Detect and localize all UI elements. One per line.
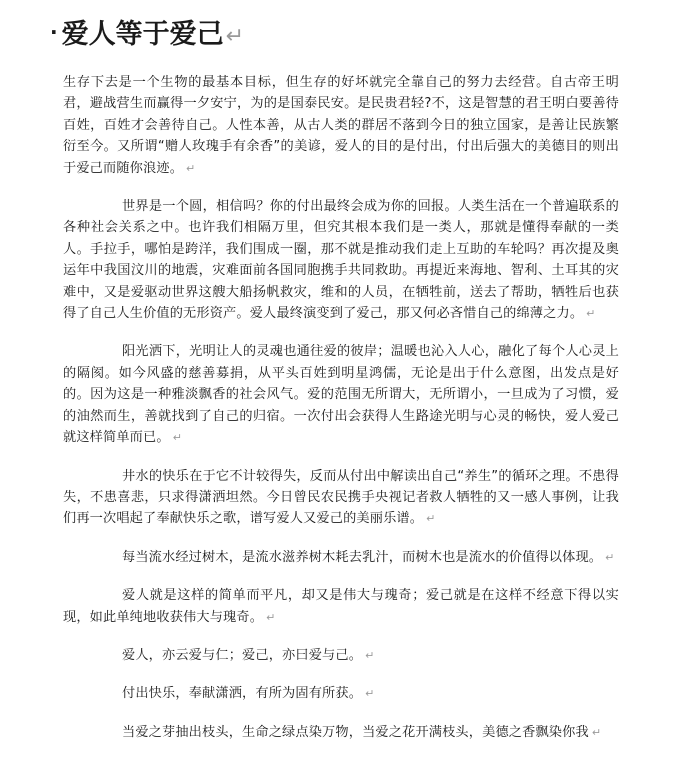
- paragraph-mark-icon: ↵: [266, 610, 276, 624]
- paragraph-2: [63, 196, 619, 324]
- paragraph-mark-icon: ↵: [172, 431, 183, 445]
- paragraph-4: [63, 466, 619, 530]
- paragraph-5: [63, 547, 619, 568]
- paragraph-text: 爱人，亦云爱与仁；爱己，亦曰爱与己。: [122, 647, 363, 663]
- paragraph-9: [63, 722, 619, 743]
- paragraph-text: 当爱之芽抽出枝头，生命之绿点染万物，当爱之花开满枝头，美德之香飘染你我: [122, 724, 589, 740]
- paragraph-mark-icon: ↵: [591, 725, 602, 739]
- paragraph-1: [63, 72, 619, 179]
- document-title: [50, 12, 244, 57]
- paragraph-mark-icon: ↵: [365, 648, 375, 662]
- paragraph-mark-icon: ↵: [365, 687, 375, 701]
- document-body: [63, 72, 619, 743]
- paragraph-text: 世界是一个圆，相信吗？你的付出最终会成为你的回报。人类生活在一个普遍联系的各种社会关系之中。也许我们相隔万里，但究其根本我们是一类人，那就是懂得奉献的一类人。手拉手，哪怕是跨洋，我们围成一圈，那不就是推动我们走上互助的车轮吗？再次提及奥运年中我国汶川的地震，灾难面前各国同胞携手共同救助。再提近来海地、智利、土耳其的灾难中，又是爱驱动世界这艘大船扬帆救灾，维和的人员，在牺牲前，送去了帮助，牺牲后也获得了自己人生价值的无形资产。爱人最终演变到了爱己，那又何必吝惜自己的绵薄之力。: [63, 199, 619, 322]
- paragraph-mark-icon: ↵: [586, 307, 596, 321]
- paragraph-text: 生存下去是一个生物的最基本目标，但生存的好坏就完全靠自己的努力去经营。自古帝王明君，避战营生而赢得一夕安宁，为的是国泰民安。是民贵君轻?不，这是智慧的君王明白要善待百姓，百姓才会善待自己。人性本善，从古人类的群居不落到今日的独立国家，是善让民族繁衍至今。又所谓“赠人玫瑰手有余香”的美谚，爱人的目的是付出，付出后强大的美德目的则出于爱己而随你浪迹。: [63, 75, 619, 176]
- paragraph-text: 爱人就是这样的简单而平凡，却又是伟大与瑰奇；爱己就是在这样不经意下得以实现，如此单纯地收获伟大与瑰奇。: [63, 588, 619, 625]
- paragraph-mark-icon: ↵: [225, 24, 245, 49]
- paragraph-text: 每当流水经过树木，是流水滋养树木耗去乳汁，而树木也是流水的价值得以体现。: [122, 549, 603, 565]
- paragraph-mark-icon: ↵: [605, 550, 615, 564]
- title-text: 爱人等于爱己: [61, 19, 224, 50]
- paragraph-6: [63, 585, 619, 628]
- paragraph-8: [63, 683, 619, 704]
- paragraph-mark-icon: ↵: [426, 512, 436, 526]
- paragraph-text: 阳光洒下，光明让人的灵魂也通往爱的彼岸；温暖也沁入人心，融化了每个人心灵上的隔阂。如今风盛的慈善募捐，从平头百姓到明星鸿儒，无论是出于什么意图，出发点是好的。因为这是一种雅淡飘香的社会风气。爱的范围无所谓大，无所谓小，一旦成为了习惯，爱的油然而生，善就找到了自己的归宿。一次付出会获得人生路途光明与心灵的畅快，爱人爱己就这样简单而已。: [63, 344, 619, 446]
- title-bullet: ·: [50, 20, 58, 44]
- paragraph-3: [63, 341, 619, 448]
- paragraph-text: 付出快乐，奉献潇洒，有所为固有所获。: [122, 686, 363, 702]
- paragraph-7: [63, 645, 619, 666]
- paragraph-mark-icon: ↵: [186, 161, 196, 175]
- paragraph-text: 井水的快乐在于它不计较得失，反而从付出中解读出自己“养生”的循环之理。不患得失，不患喜悲，只求得潇洒坦然。今日曾民农民携手央视记者救人牺牲的又一感人事例，让我们再一次唱起了奉献快乐之歌，谱写爱人又爱己的美丽乐谱。: [63, 468, 619, 527]
